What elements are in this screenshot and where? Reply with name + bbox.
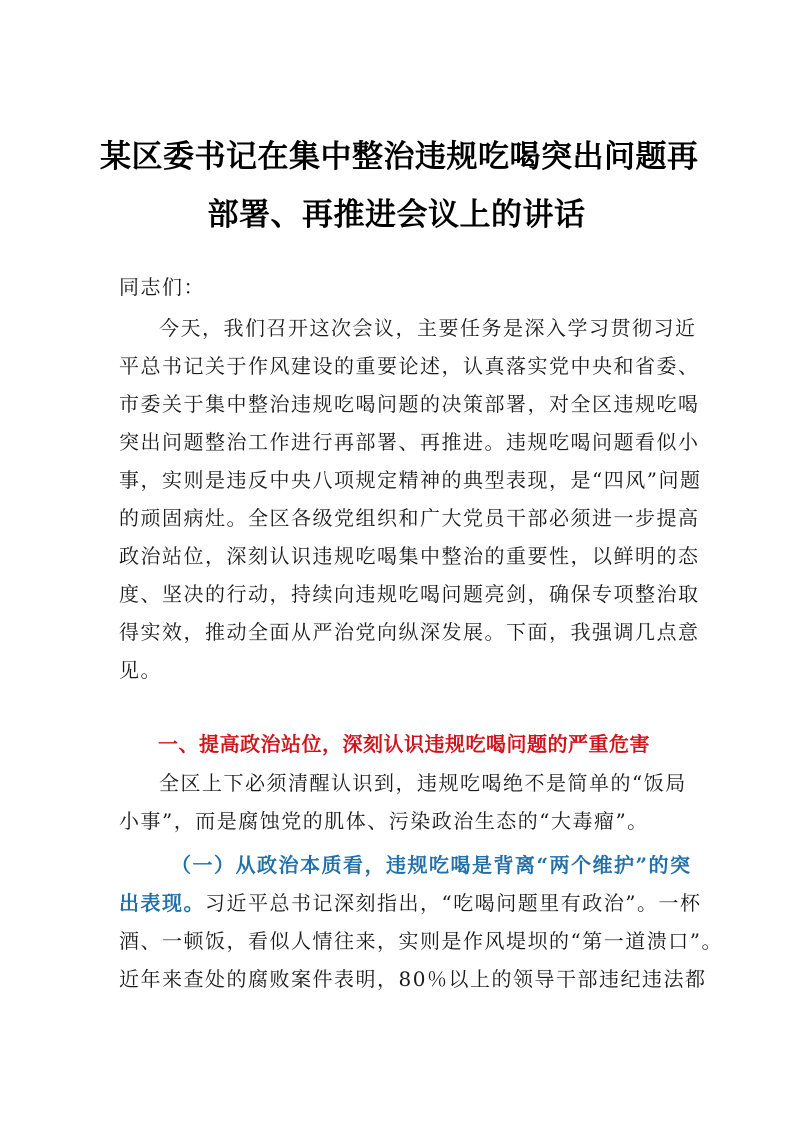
paragraph-line: 得实效，推动全面从严治党向纵深发展。下面，我强调几点意	[119, 620, 700, 644]
paragraph-line: 突出问题整治工作进行再部署、再推进。违规吃喝问题看似小	[119, 430, 700, 454]
paragraph-line: 事，实则是违反中央八项规定精神的典型表现，是“四风”问题	[119, 468, 702, 492]
section-1-paragraph	[119, 764, 687, 840]
paragraph-line: 今天，我们召开这次会议，主要任务是深入学习贯彻习近	[159, 316, 697, 340]
paragraph-line: 市委关于集中整治违规吃喝问题的决策部署，对全区违规吃喝	[119, 392, 700, 416]
title-line-2: 部署、再推进会议上的讲话	[207, 197, 586, 233]
paragraph-line: 的顽固病灶。全区各级党组织和广大党员干部必须进一步提高	[119, 506, 700, 530]
paragraph-line: 近年来查处的腐败案件表明，80％以上的领导干部违纪违法都	[119, 967, 707, 991]
paragraph-line-rest: 习近平总书记深刻指出，“吃喝问题里有政治”。一杯	[205, 891, 702, 915]
subsection-heading: （一）从政治本质看，违规吃喝是背离“两个维护”的突	[171, 853, 692, 877]
section-heading-1: 一、提高政治站位，深刻认识违规吃喝问题的严重危害	[158, 732, 650, 756]
paragraph-line	[119, 884, 702, 922]
paragraph-line: 小事”，而是腐蚀党的肌体、污染政治生态的“大毒瘤”。	[119, 809, 649, 833]
subsection-heading-tail: 出表现。	[119, 891, 205, 915]
paragraph-line: 见。	[119, 658, 162, 682]
paragraph-line: 度、坚决的行动，持续向违规吃喝问题亮剑，确保专项整治取	[119, 582, 700, 606]
title-line-1: 某区委书记在集中整治违规吃喝突出问题再	[100, 139, 699, 175]
intro-paragraph	[119, 309, 702, 689]
paragraph-line: 平总书记关于作风建设的重要论述，认真落实党中央和省委、	[119, 354, 700, 378]
subsection-1-paragraph	[119, 846, 723, 998]
paragraph-line: 全区上下必须清醒认识到，违规吃喝绝不是简单的“饭局	[159, 771, 687, 795]
greeting-text: 同志们：	[119, 275, 205, 299]
paragraph-line: 酒、一顿饭，看似人情往来，实则是作风堤坝的“第一道溃口”。	[119, 929, 723, 953]
paragraph-line: 政治站位，深刻认识违规吃喝集中整治的重要性，以鲜明的态	[119, 544, 700, 568]
document-title	[100, 128, 699, 244]
greeting	[119, 268, 679, 306]
